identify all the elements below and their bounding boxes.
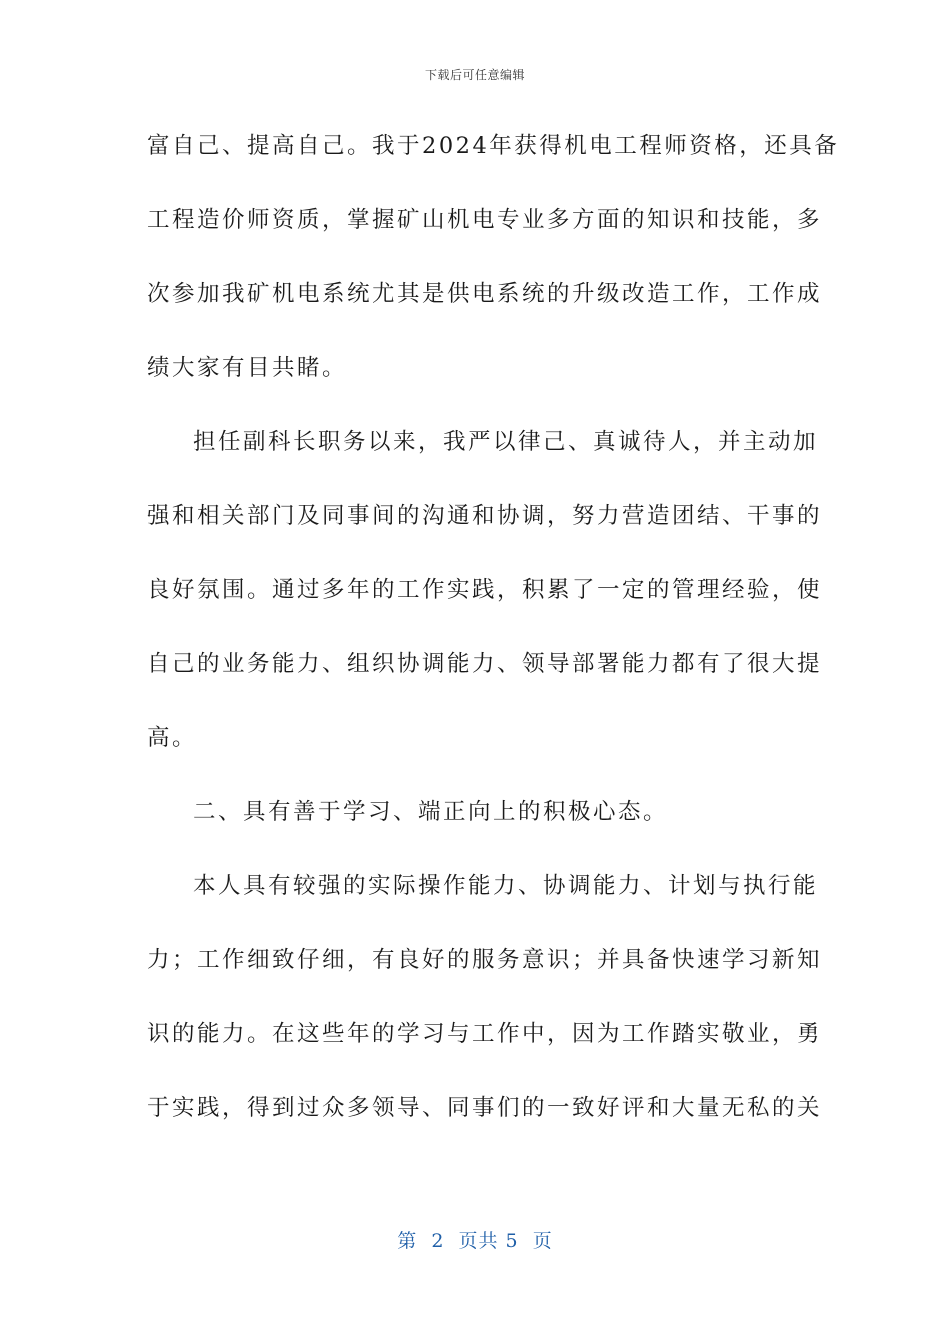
text-line: 力；工作细致仔细，有良好的服务意识；并具备快速学习新知 <box>147 947 823 973</box>
text-line: 本人具有较强的实际操作能力、协调能力、计划与执行能 <box>193 873 819 899</box>
document-body <box>147 124 840 1160</box>
text-line: 次参加我矿机电系统尤其是供电系统的升级改造工作，工作成 <box>147 281 823 307</box>
text-line: 强和相关部门及同事间的沟通和协调，努力营造团结、干事的 <box>147 503 823 529</box>
text-line: 高。 <box>147 725 198 751</box>
text-line: 自己的业务能力、组织协调能力、领导部署能力都有了很大提 <box>147 651 823 677</box>
section-heading: 二、具有善于学习、端正向上的积极心态。 <box>193 799 669 825</box>
text-line: 绩大家有目共睹。 <box>147 355 348 381</box>
text-line: 富自己、提高自己。我于2024年获得机电工程师资格，还具备 <box>147 133 840 159</box>
page-header: 下载后可任意编辑 <box>424 68 525 82</box>
text-line: 识的能力。在这些年的学习与工作中，因为工作踏实敬业，勇 <box>147 1021 823 1047</box>
text-line: 于实践，得到过众多领导、同事们的一致好评和大量无私的关 <box>147 1095 823 1121</box>
text-line: 工程造价师资质，掌握矿山机电专业多方面的知识和技能，多 <box>147 207 823 233</box>
page-number: 第 2 页共 5 页 <box>397 1230 553 1252</box>
text-line: 良好氛围。通过多年的工作实践，积累了一定的管理经验，使 <box>147 577 823 603</box>
text-line: 担任副科长职务以来，我严以律己、真诚待人，并主动加 <box>193 429 819 455</box>
